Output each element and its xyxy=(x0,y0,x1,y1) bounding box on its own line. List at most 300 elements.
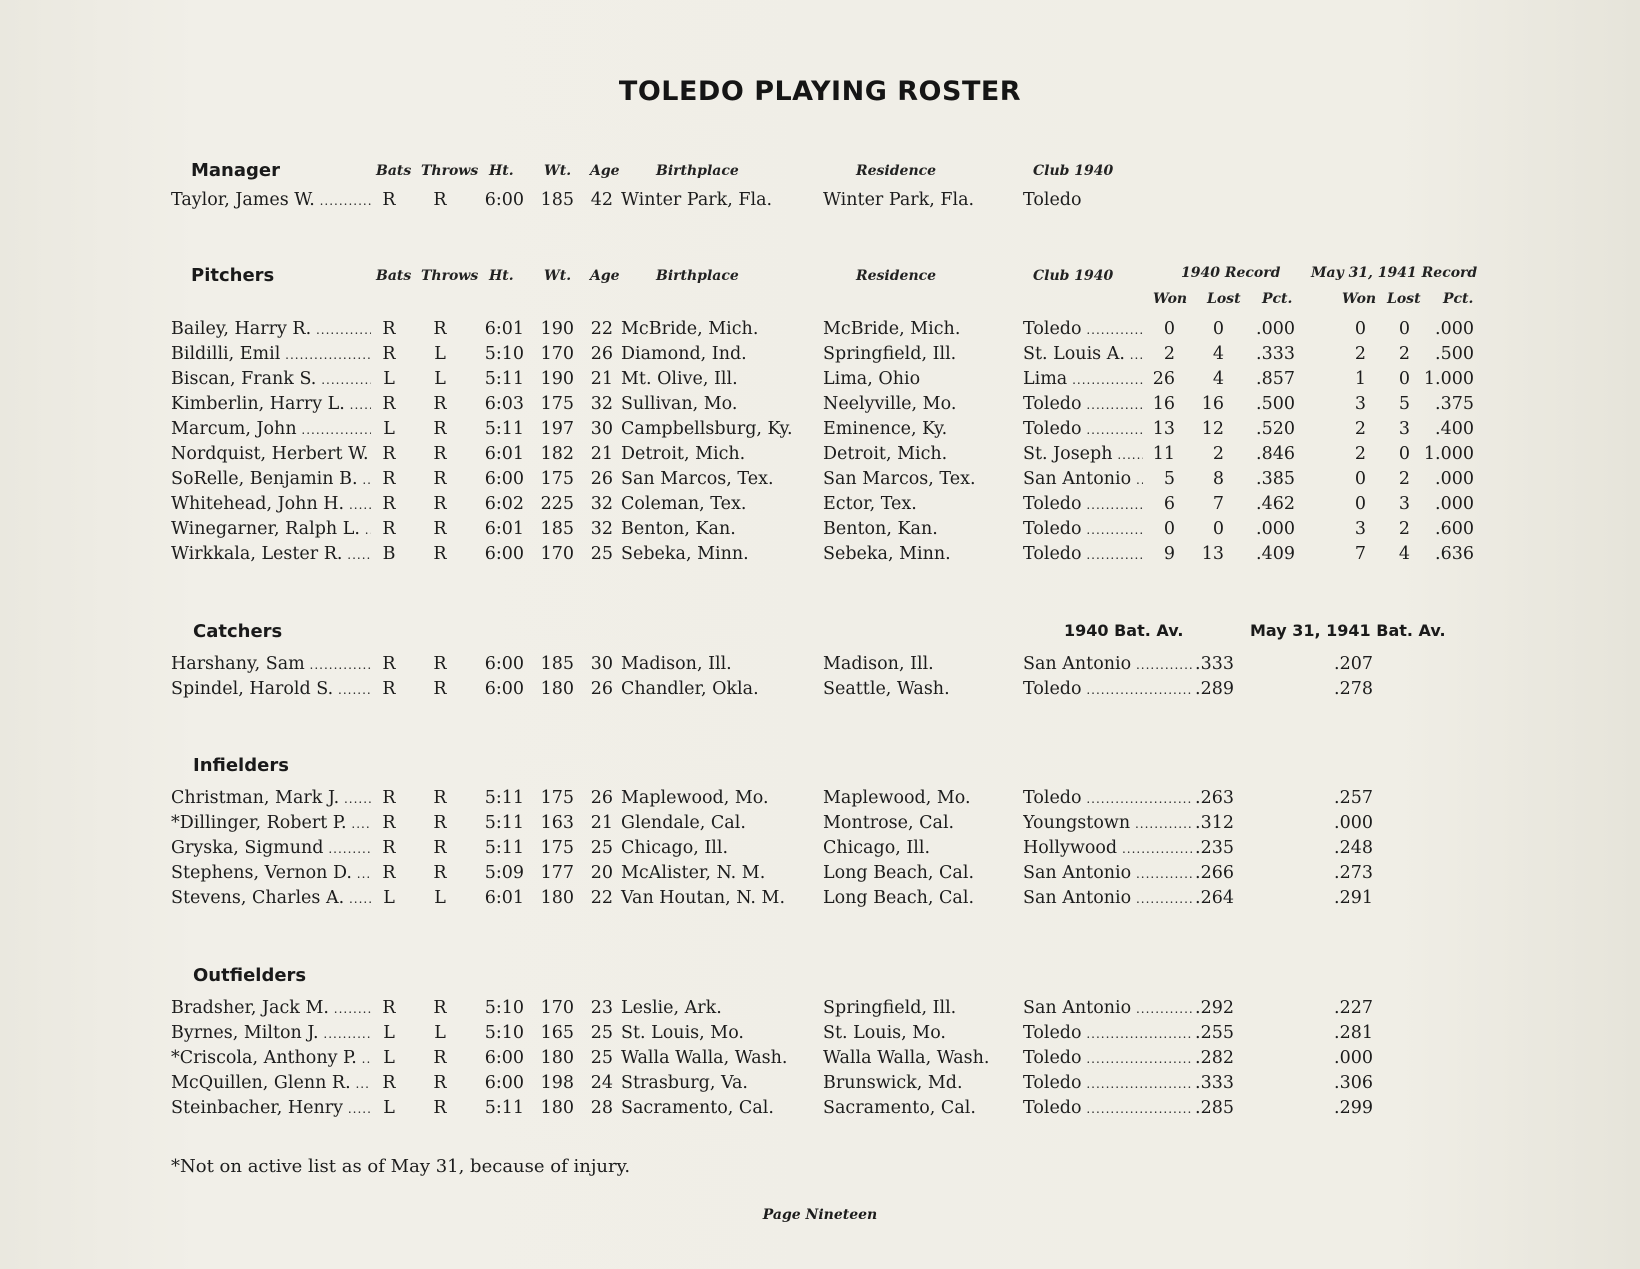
club-cell: Toledo ..... xyxy=(1023,1048,1193,1068)
weight-cell: 180 xyxy=(540,1098,574,1118)
throws-cell: R xyxy=(433,544,447,564)
player-name: Nordquist, Herbert W. ..... xyxy=(171,444,371,464)
throws-header: Throws xyxy=(421,268,479,284)
residence-cell: Brunswick, Md. xyxy=(823,1073,963,1093)
throws-cell: R xyxy=(433,444,447,464)
lost-1941-cell: 3 xyxy=(1398,419,1410,439)
residence-cell: Walla Walla, Wash. xyxy=(823,1048,990,1068)
bats-cell: R xyxy=(382,444,396,464)
height-cell: 5:11 xyxy=(484,1098,524,1118)
won-1940-header: Won xyxy=(1153,291,1188,307)
residence-cell: Eminence, Ky. xyxy=(823,419,948,439)
roster-row xyxy=(0,469,1640,494)
residence-cell: McBride, Mich. xyxy=(823,319,961,339)
won-1940-cell: 13 xyxy=(1152,419,1175,439)
birthplace-cell: Leslie, Ark. xyxy=(621,998,722,1018)
bats-cell: R xyxy=(382,519,396,539)
birthplace-cell: St. Louis, Mo. xyxy=(621,1023,744,1043)
birthplace-cell: McBride, Mich. xyxy=(621,319,759,339)
won-1940-cell: 16 xyxy=(1152,394,1175,414)
throws-cell: L xyxy=(434,1023,446,1043)
player-name: McQuillen, Glenn R. ..... xyxy=(171,1073,371,1093)
residence-header: Residence xyxy=(856,163,937,179)
residence-cell: Springfield, Ill. xyxy=(823,344,957,364)
birthplace-cell: Winter Park, Fla. xyxy=(621,190,773,210)
bat-avg-1941-cell: .227 xyxy=(1334,998,1373,1018)
lost-1940-cell: 0 xyxy=(1212,319,1224,339)
lost-1940-cell: 4 xyxy=(1212,344,1224,364)
weight-cell: 185 xyxy=(540,519,574,539)
bat-avg-1940-cell: .285 xyxy=(1195,1098,1234,1118)
record-1940-header: 1940 Record xyxy=(1181,265,1281,281)
bat-avg-1941-cell: .281 xyxy=(1334,1023,1373,1043)
age-header: Age xyxy=(590,163,620,179)
pct-1940-cell: .500 xyxy=(1256,394,1295,414)
won-1940-cell: 11 xyxy=(1152,444,1175,464)
club-cell: San Antonio ..... xyxy=(1023,469,1143,489)
club-header: Club 1940 xyxy=(1033,268,1114,284)
roster-row xyxy=(0,888,1640,913)
age-cell: 32 xyxy=(590,519,613,539)
player-name: Stevens, Charles A. ..... xyxy=(171,888,371,908)
won-1941-header: Won xyxy=(1342,291,1377,307)
club-cell: San Antonio ..... xyxy=(1023,863,1193,883)
catchers-heading: Catchers xyxy=(193,621,283,642)
birthplace-cell: Chicago, Ill. xyxy=(621,838,729,858)
club-cell: San Antonio ..... xyxy=(1023,998,1193,1018)
player-name: *Dillinger, Robert P. ..... xyxy=(171,813,371,833)
player-name: Steinbacher, Henry ..... xyxy=(171,1098,371,1118)
height-cell: 6:01 xyxy=(484,319,524,339)
height-cell: 6:03 xyxy=(484,394,524,414)
weight-cell: 163 xyxy=(540,813,574,833)
throws-cell: R xyxy=(433,494,447,514)
height-cell: 5:10 xyxy=(484,1023,524,1043)
residence-cell: St. Louis, Mo. xyxy=(823,1023,946,1043)
roster-row xyxy=(0,788,1640,813)
birthplace-cell: Campbellsburg, Ky. xyxy=(621,419,793,439)
weight-cell: 190 xyxy=(540,319,574,339)
bats-cell: R xyxy=(382,469,396,489)
lost-1941-cell: 4 xyxy=(1398,544,1410,564)
birthplace-cell: Sebeka, Minn. xyxy=(621,544,749,564)
roster-row xyxy=(0,813,1640,838)
pct-1940-cell: .520 xyxy=(1256,419,1295,439)
player-name: Christman, Mark J. ..... xyxy=(171,788,371,808)
won-1940-cell: 26 xyxy=(1152,369,1175,389)
won-1940-cell: 9 xyxy=(1163,544,1175,564)
residence-cell: Neelyville, Mo. xyxy=(823,394,957,414)
residence-cell: Lima, Ohio xyxy=(823,369,921,389)
weight-cell: 180 xyxy=(540,1048,574,1068)
birthplace-cell: Glendale, Cal. xyxy=(621,813,746,833)
roster-row xyxy=(0,444,1640,469)
height-cell: 5:10 xyxy=(484,998,524,1018)
height-cell: 6:00 xyxy=(484,654,524,674)
club-cell: Toledo ..... xyxy=(1023,419,1143,439)
lost-1941-cell: 3 xyxy=(1398,494,1410,514)
age-cell: 25 xyxy=(590,544,613,564)
bats-cell: R xyxy=(382,394,396,414)
age-cell: 32 xyxy=(590,494,613,514)
age-cell: 20 xyxy=(590,863,613,883)
weight-cell: 175 xyxy=(540,469,574,489)
won-1940-cell: 0 xyxy=(1163,519,1175,539)
residence-cell: Winter Park, Fla. xyxy=(823,190,975,210)
club-cell: Hollywood ..... xyxy=(1023,838,1193,858)
ht-header: Ht. xyxy=(489,163,514,179)
age-cell: 24 xyxy=(590,1073,613,1093)
throws-cell: R xyxy=(433,788,447,808)
birthplace-cell: Van Houtan, N. M. xyxy=(621,888,786,908)
residence-cell: Maplewood, Mo. xyxy=(823,788,971,808)
age-cell: 22 xyxy=(590,319,613,339)
throws-cell: R xyxy=(433,654,447,674)
pct-1941-cell: .000 xyxy=(1435,469,1474,489)
weight-cell: 175 xyxy=(540,788,574,808)
player-name: Stephens, Vernon D. ..... xyxy=(171,863,371,883)
bat-avg-1941-cell: .299 xyxy=(1334,1098,1373,1118)
player-name: Bailey, Harry R. ..... xyxy=(171,319,371,339)
injury-footnote: *Not on active list as of May 31, because of injury. xyxy=(171,1156,631,1177)
bat-avg-1941-cell: .273 xyxy=(1334,863,1373,883)
bat-avg-1940-cell: .235 xyxy=(1195,838,1234,858)
roster-row xyxy=(0,319,1640,344)
age-cell: 26 xyxy=(590,679,613,699)
roster-row xyxy=(0,1023,1640,1048)
club-cell: Toledo ..... xyxy=(1023,1023,1193,1043)
birthplace-header: Birthplace xyxy=(656,268,739,284)
height-cell: 6:01 xyxy=(484,519,524,539)
bats-cell: R xyxy=(382,863,396,883)
throws-cell: R xyxy=(433,419,447,439)
birthplace-cell: Detroit, Mich. xyxy=(621,444,746,464)
weight-cell: 185 xyxy=(540,654,574,674)
throws-cell: R xyxy=(433,1098,447,1118)
residence-cell: Long Beach, Cal. xyxy=(823,863,975,883)
age-cell: 21 xyxy=(590,813,613,833)
wt-header: Wt. xyxy=(544,163,572,179)
residence-cell: Sebeka, Minn. xyxy=(823,544,951,564)
roster-row xyxy=(0,369,1640,394)
roster-row xyxy=(0,344,1640,369)
residence-cell: Chicago, Ill. xyxy=(823,838,931,858)
age-cell: 25 xyxy=(590,838,613,858)
age-header: Age xyxy=(590,268,620,284)
pct-1940-cell: .000 xyxy=(1256,519,1295,539)
bats-cell: L xyxy=(383,1098,395,1118)
pct-1941-cell: .600 xyxy=(1435,519,1474,539)
birthplace-cell: Walla Walla, Wash. xyxy=(621,1048,788,1068)
bats-cell: R xyxy=(382,654,396,674)
ht-header: Ht. xyxy=(489,268,514,284)
birthplace-cell: Benton, Kan. xyxy=(621,519,736,539)
throws-cell: R xyxy=(433,679,447,699)
weight-cell: 170 xyxy=(540,544,574,564)
wt-header: Wt. xyxy=(544,268,572,284)
age-cell: 21 xyxy=(590,369,613,389)
club-cell: San Antonio ..... xyxy=(1023,654,1193,674)
won-1941-cell: 2 xyxy=(1354,419,1366,439)
roster-row xyxy=(0,419,1640,444)
weight-cell: 225 xyxy=(540,494,574,514)
throws-cell: R xyxy=(433,838,447,858)
pct-1940-cell: .409 xyxy=(1256,544,1295,564)
pct-1940-cell: .857 xyxy=(1256,369,1295,389)
pct-1941-cell: .375 xyxy=(1435,394,1474,414)
bat-avg-1941-cell: .306 xyxy=(1334,1073,1373,1093)
pct-1941-header: Pct. xyxy=(1443,291,1474,307)
lost-1941-cell: 0 xyxy=(1398,444,1410,464)
club-cell: Toledo ..... xyxy=(1023,394,1143,414)
throws-cell: R xyxy=(433,1048,447,1068)
pct-1940-cell: .846 xyxy=(1256,444,1295,464)
pct-1941-cell: .636 xyxy=(1435,544,1474,564)
roster-row xyxy=(0,679,1640,704)
lost-1941-header: Lost xyxy=(1387,291,1421,307)
pct-1941-cell: .500 xyxy=(1435,344,1474,364)
bats-cell: L xyxy=(383,369,395,389)
weight-cell: 170 xyxy=(540,998,574,1018)
age-cell: 26 xyxy=(590,788,613,808)
won-1941-cell: 3 xyxy=(1354,519,1366,539)
bat-avg-1941-cell: .248 xyxy=(1334,838,1373,858)
bat-avg-1940-cell: .264 xyxy=(1195,888,1234,908)
player-name: Byrnes, Milton J. ..... xyxy=(171,1023,371,1043)
birthplace-cell: McAlister, N. M. xyxy=(621,863,766,883)
infielders-heading: Infielders xyxy=(193,755,289,776)
residence-cell: Long Beach, Cal. xyxy=(823,888,975,908)
lost-1941-cell: 0 xyxy=(1398,319,1410,339)
height-cell: 5:11 xyxy=(484,369,524,389)
height-cell: 5:09 xyxy=(484,863,524,883)
weight-cell: 170 xyxy=(540,344,574,364)
weight-cell: 165 xyxy=(540,1023,574,1043)
player-name: *Criscola, Anthony P. ..... xyxy=(171,1048,371,1068)
lost-1941-cell: 2 xyxy=(1398,519,1410,539)
height-cell: 6:00 xyxy=(484,544,524,564)
age-cell: 25 xyxy=(590,1023,613,1043)
bat-avg-1940-cell: .255 xyxy=(1195,1023,1234,1043)
residence-cell: Seattle, Wash. xyxy=(823,679,950,699)
club-cell: San Antonio ..... xyxy=(1023,888,1193,908)
bat-avg-1940-cell: .282 xyxy=(1195,1048,1234,1068)
outfielders-heading: Outfielders xyxy=(193,965,307,986)
club-cell: Toledo ..... xyxy=(1023,788,1193,808)
weight-cell: 180 xyxy=(540,679,574,699)
roster-row xyxy=(0,654,1640,679)
pitchers-heading: Pitchers xyxy=(191,265,275,286)
birthplace-cell: San Marcos, Tex. xyxy=(621,469,774,489)
birthplace-cell: Sacramento, Cal. xyxy=(621,1098,774,1118)
birthplace-cell: Sullivan, Mo. xyxy=(621,394,738,414)
height-cell: 6:02 xyxy=(484,494,524,514)
age-cell: 28 xyxy=(590,1098,613,1118)
player-name: SoRelle, Benjamin B. ..... xyxy=(171,469,371,489)
bats-cell: R xyxy=(382,190,396,210)
bat-avg-1940-cell: .333 xyxy=(1195,654,1234,674)
bats-cell: L xyxy=(383,1048,395,1068)
won-1941-cell: 2 xyxy=(1354,344,1366,364)
club-cell: Toledo ..... xyxy=(1023,1098,1193,1118)
won-1940-cell: 2 xyxy=(1163,344,1175,364)
bat-avg-1940-header: 1940 Bat. Av. xyxy=(1064,621,1184,640)
roster-row xyxy=(0,1048,1640,1073)
residence-cell: Montrose, Cal. xyxy=(823,813,955,833)
throws-cell: R xyxy=(433,519,447,539)
won-1941-cell: 1 xyxy=(1354,369,1366,389)
pct-1940-cell: .462 xyxy=(1256,494,1295,514)
height-cell: 6:00 xyxy=(484,679,524,699)
age-cell: 32 xyxy=(590,394,613,414)
bat-avg-1941-header: May 31, 1941 Bat. Av. xyxy=(1250,621,1446,640)
height-cell: 6:00 xyxy=(484,1048,524,1068)
pct-1941-cell: .000 xyxy=(1435,494,1474,514)
player-name: Wirkkala, Lester R. ..... xyxy=(171,544,371,564)
player-name: Whitehead, John H. ..... xyxy=(171,494,371,514)
lost-1940-cell: 12 xyxy=(1201,419,1224,439)
player-name: Marcum, John ..... xyxy=(171,419,371,439)
bats-cell: R xyxy=(382,838,396,858)
throws-cell: R xyxy=(433,394,447,414)
residence-cell: San Marcos, Tex. xyxy=(823,469,976,489)
throws-cell: L xyxy=(434,888,446,908)
bat-avg-1940-cell: .312 xyxy=(1195,813,1234,833)
club-cell: Toledo ..... xyxy=(1023,679,1193,699)
bats-cell: R xyxy=(382,998,396,1018)
birthplace-cell: Madison, Ill. xyxy=(621,654,732,674)
bats-cell: R xyxy=(382,344,396,364)
weight-cell: 175 xyxy=(540,838,574,858)
pct-1940-cell: .385 xyxy=(1256,469,1295,489)
lost-1940-cell: 13 xyxy=(1201,544,1224,564)
bats-cell: L xyxy=(383,419,395,439)
club-cell: Toledo ..... xyxy=(1023,494,1143,514)
throws-cell: R xyxy=(433,998,447,1018)
player-name: Taylor, James W. ..... xyxy=(171,190,371,210)
age-cell: 30 xyxy=(590,654,613,674)
lost-1940-cell: 7 xyxy=(1212,494,1224,514)
roster-row xyxy=(0,863,1640,888)
bats-header: Bats xyxy=(376,163,412,179)
player-name: Gryska, Sigmund ..... xyxy=(171,838,371,858)
weight-cell: 197 xyxy=(540,419,574,439)
height-cell: 6:00 xyxy=(484,190,524,210)
club-cell: Toledo ..... xyxy=(1023,544,1143,564)
residence-cell: Madison, Ill. xyxy=(823,654,934,674)
bat-avg-1940-cell: .289 xyxy=(1195,679,1234,699)
pct-1941-cell: 1.000 xyxy=(1423,369,1474,389)
pct-1940-header: Pct. xyxy=(1262,291,1293,307)
club-cell: Toledo ..... xyxy=(1023,519,1143,539)
height-cell: 6:00 xyxy=(484,1073,524,1093)
residence-cell: Sacramento, Cal. xyxy=(823,1098,976,1118)
club-cell: St. Louis A. ..... xyxy=(1023,344,1143,364)
roster-row xyxy=(0,494,1640,519)
weight-cell: 190 xyxy=(540,369,574,389)
won-1940-cell: 0 xyxy=(1163,319,1175,339)
won-1941-cell: 2 xyxy=(1354,444,1366,464)
weight-cell: 180 xyxy=(540,888,574,908)
height-cell: 5:11 xyxy=(484,788,524,808)
roster-row xyxy=(0,394,1640,419)
club-cell: Toledo xyxy=(1023,190,1082,210)
bats-cell: R xyxy=(382,494,396,514)
birthplace-header: Birthplace xyxy=(656,163,739,179)
height-cell: 5:11 xyxy=(484,419,524,439)
lost-1940-cell: 8 xyxy=(1212,469,1224,489)
age-cell: 23 xyxy=(590,998,613,1018)
height-cell: 6:00 xyxy=(484,469,524,489)
throws-header: Throws xyxy=(421,163,479,179)
birthplace-cell: Strasburg, Va. xyxy=(621,1073,748,1093)
pct-1941-cell: .000 xyxy=(1435,319,1474,339)
weight-cell: 198 xyxy=(540,1073,574,1093)
age-cell: 25 xyxy=(590,1048,613,1068)
won-1941-cell: 0 xyxy=(1354,494,1366,514)
club-cell: Toledo ..... xyxy=(1023,319,1143,339)
won-1941-cell: 3 xyxy=(1354,394,1366,414)
throws-cell: R xyxy=(433,319,447,339)
bats-cell: R xyxy=(382,679,396,699)
lost-1940-cell: 0 xyxy=(1212,519,1224,539)
age-cell: 26 xyxy=(590,344,613,364)
bats-cell: B xyxy=(382,544,396,564)
pct-1941-cell: .400 xyxy=(1435,419,1474,439)
club-header: Club 1940 xyxy=(1033,163,1114,179)
bat-avg-1941-cell: .000 xyxy=(1334,813,1373,833)
residence-cell: Springfield, Ill. xyxy=(823,998,957,1018)
won-1940-cell: 6 xyxy=(1163,494,1175,514)
bat-avg-1941-cell: .278 xyxy=(1334,679,1373,699)
roster-row xyxy=(0,190,1640,215)
bats-cell: R xyxy=(382,788,396,808)
bat-avg-1940-cell: .292 xyxy=(1195,998,1234,1018)
height-cell: 5:11 xyxy=(484,838,524,858)
roster-row xyxy=(0,998,1640,1023)
pct-1940-cell: .000 xyxy=(1256,319,1295,339)
bats-cell: L xyxy=(383,1023,395,1043)
bat-avg-1941-cell: .257 xyxy=(1334,788,1373,808)
won-1941-cell: 7 xyxy=(1354,544,1366,564)
pct-1940-cell: .333 xyxy=(1256,344,1295,364)
roster-row xyxy=(0,838,1640,863)
age-cell: 26 xyxy=(590,469,613,489)
lost-1941-cell: 5 xyxy=(1398,394,1410,414)
bats-header: Bats xyxy=(376,268,412,284)
bat-avg-1941-cell: .000 xyxy=(1334,1048,1373,1068)
bat-avg-1941-cell: .291 xyxy=(1334,888,1373,908)
pct-1941-cell: 1.000 xyxy=(1423,444,1474,464)
manager-heading: Manager xyxy=(191,160,280,181)
weight-cell: 177 xyxy=(540,863,574,883)
club-cell: Lima ..... xyxy=(1023,369,1143,389)
birthplace-cell: Coleman, Tex. xyxy=(621,494,747,514)
won-1941-cell: 0 xyxy=(1354,319,1366,339)
roster-row xyxy=(0,544,1640,569)
throws-cell: L xyxy=(434,344,446,364)
lost-1941-cell: 2 xyxy=(1398,344,1410,364)
throws-cell: R xyxy=(433,813,447,833)
throws-cell: R xyxy=(433,863,447,883)
birthplace-cell: Maplewood, Mo. xyxy=(621,788,769,808)
residence-cell: Benton, Kan. xyxy=(823,519,938,539)
residence-header: Residence xyxy=(856,268,937,284)
roster-row xyxy=(0,1073,1640,1098)
won-1940-cell: 5 xyxy=(1163,469,1175,489)
height-cell: 6:01 xyxy=(484,888,524,908)
lost-1940-cell: 2 xyxy=(1212,444,1224,464)
